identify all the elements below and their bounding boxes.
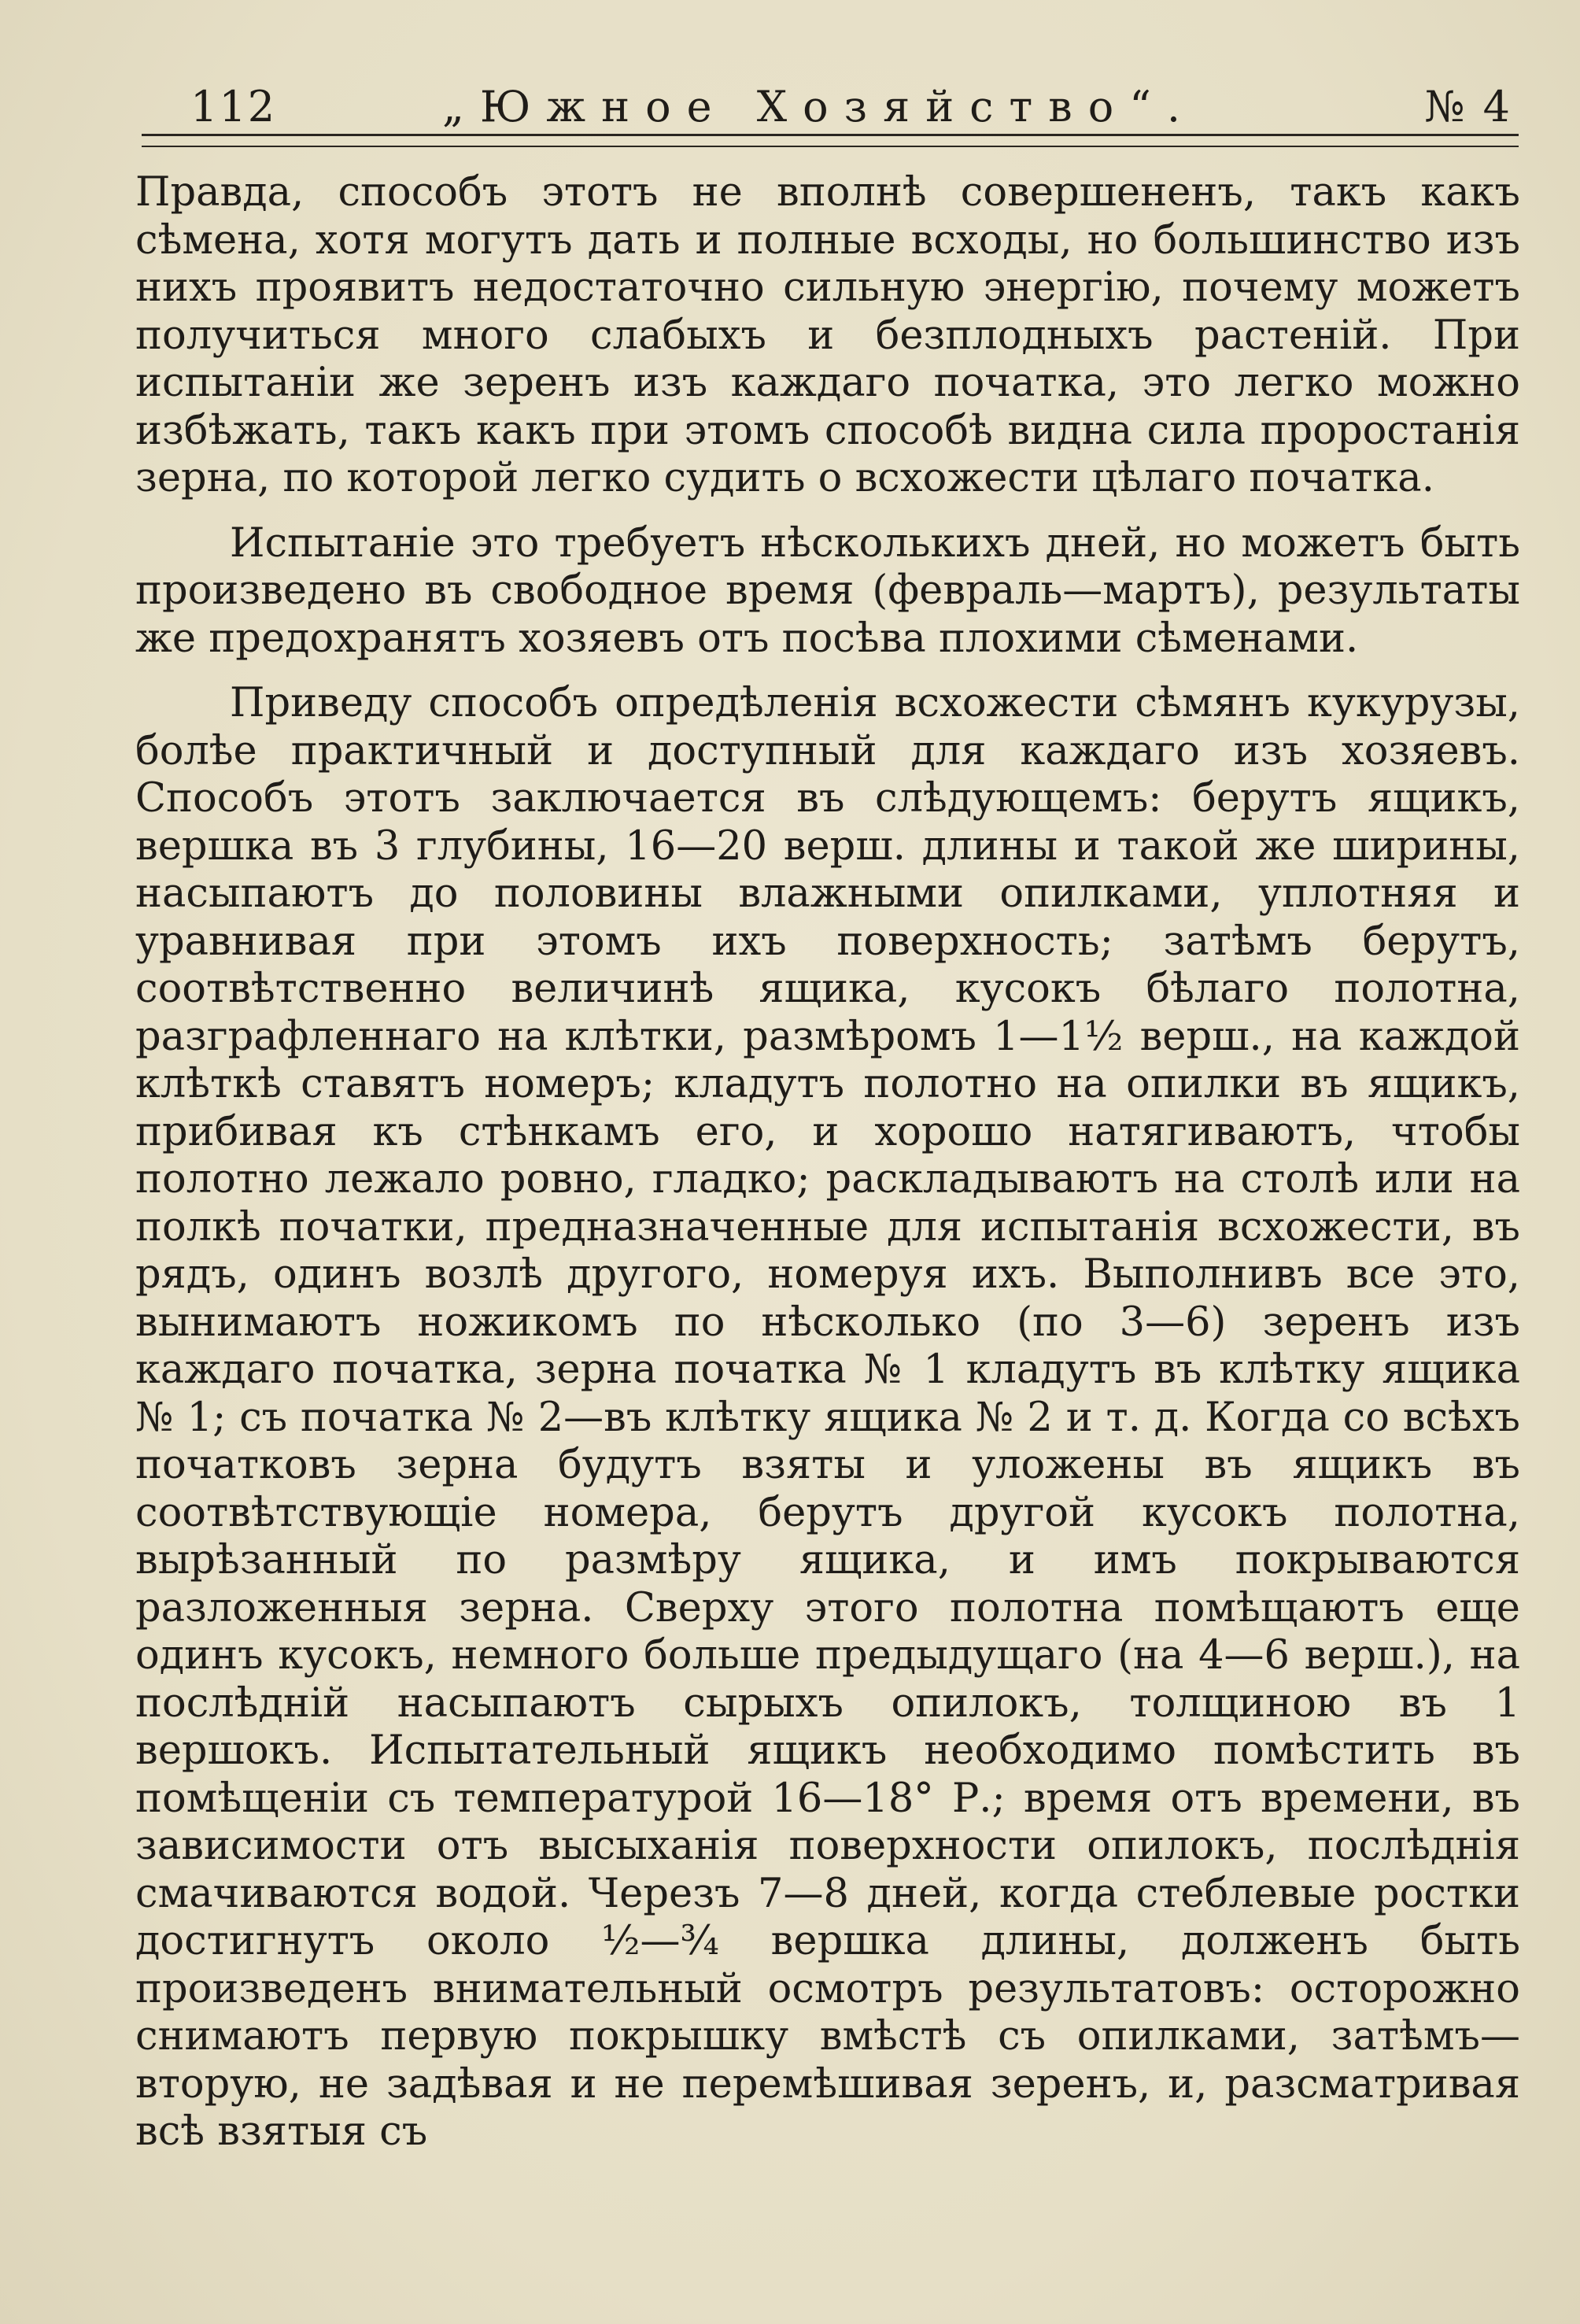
page-number: 112	[190, 82, 277, 131]
paragraph-3: Приведу способъ опредѣленiя всхожести сѣмянъ кукурузы, болѣе практичный и доступный для каждаго изъ хозяевъ. Способъ этотъ заключается въ слѣдующемъ: берутъ ящикъ, вершка въ 3 глубины, 16—20 верш. длины и такой же ширины, насыпаютъ до половины влажными опилками, уплотняя и уравнивая при этомъ ихъ поверхность; затѣмъ берутъ, соотвѣтственно величинѣ ящика, кусокъ бѣлаго полотна, разграфленнаго на клѣтки, размѣромъ 1—1½ верш., на каждой клѣткѣ ставятъ номеръ; кладутъ полотно на опилки въ ящикъ, прибивая къ стѣнкамъ его, и хорошо натягиваютъ, чтобы полотно лежало ровно, гладко; раскладываютъ на столѣ или на полкѣ початки, предназначенные для испытанiя всхожести, въ рядъ, одинъ возлѣ другого, номеруя ихъ. Выполнивъ все это, вынимаютъ ножикомъ по нѣсколько (по 3—6) зеренъ изъ каждаго початка, зерна початка № 1 кладутъ въ клѣтку ящика № 1; съ початка № 2—въ клѣтку ящика № 2 и т. д. Когда со всѣхъ початковъ зерна будутъ взяты и уложены въ ящикъ въ соотвѣтствующiе номера, берутъ другой кусокъ полотна, вырѣзанный по размѣру ящика, и имъ покрываются разложенныя зерна. Сверху этого полотна помѣщаютъ еще одинъ кусокъ, немного больше предыдущаго (на 4—6 верш.), на послѣднiй насыпаютъ сырыхъ опилокъ, толщиною въ 1 вершокъ. Испытательный ящикъ необходимо помѣстить въ помѣщенiи съ температурой 16—18° Р.; время отъ времени, въ зависимости отъ высыханiя поверхности опилокъ, послѣднiя смачиваются водой. Черезъ 7—8 дней, когда стеблевые ростки достигнутъ около ½—¾ вершка длины, долженъ быть произведенъ внимательный осмотръ результатовъ: осторожно снимаютъ первую покрышку вмѣстѣ съ опилками, затѣмъ—вторую, не задѣвая и не перемѣшивая зеренъ, и, разсматривая всѣ взятыя съ	[135, 680, 1520, 2155]
header-rule	[142, 134, 1519, 147]
paragraph-1: Правда, способъ этотъ не вполнѣ совершененъ, такъ какъ сѣмена, хотя могутъ дать и полные всходы, но большинство изъ нихъ проявитъ недостаточно сильную энергiю, почему можетъ получиться много слабыхъ и безплодныхъ растенiй. При испытанiи же зеренъ изъ каждаго початка, это легко можно избѣжать, такъ какъ при этомъ способѣ видна сила проростанiя зерна, по которой легко судить о всхожести цѣлаго початка.	[135, 169, 1520, 501]
running-header	[183, 76, 1520, 139]
journal-title: „Южное Хозяйство“.	[442, 82, 1196, 131]
paragraph-2: Испытанiе это требуетъ нѣсколькихъ дней, но можетъ быть произведено въ свободное время (февраль—мартъ), результаты же предохранятъ хозяевъ отъ посѣва плохими сѣменами.	[135, 519, 1520, 662]
issue-number: № 4	[1424, 82, 1512, 131]
body-text	[135, 169, 1520, 2174]
